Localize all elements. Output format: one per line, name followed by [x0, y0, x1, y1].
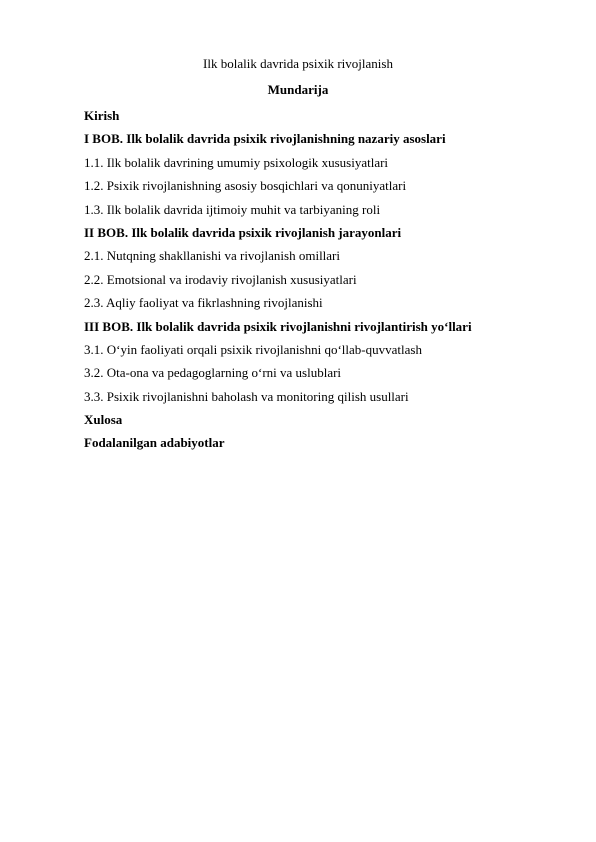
toc-item-section-1-1: 1.1. Ilk bolalik davrining umumiy psixologik xususiyatlari	[84, 154, 389, 170]
toc-heading: Mundarija	[267, 82, 329, 97]
toc-item-section-3-1: 3.1. O‘yin faoliyati orqali psixik rivojlanishni qo‘llab-quvvatlash	[84, 341, 422, 357]
toc-item-section-2-2: 2.2. Emotsional va irodaviy rivojlanish xususiyatlari	[84, 271, 357, 287]
toc-item-chapter-2: II BOB. Ilk bolalik davrida psixik rivojlanish jarayonlari	[84, 224, 402, 240]
table-of-contents	[84, 106, 574, 457]
toc-item-section-2-3: 2.3. Aqliy faoliyat va fikrlashning rivojlanishi	[84, 295, 323, 311]
toc-item-section-2-1: 2.1. Nutqning shakllanishi va rivojlanish omillari	[84, 248, 341, 264]
toc-item-section-3-2: 3.2. Ota-ona va pedagoglarning o‘rni va uslublari	[84, 365, 342, 381]
toc-item-section-3-3: 3.3. Psixik rivojlanishni baholash va monitoring qilish usullari	[84, 388, 409, 404]
document-title: Ilk bolalik davrida psixik rivojlanish	[203, 56, 393, 71]
toc-item-chapter-1: I BOB. Ilk bolalik davrida psixik rivojlanishning nazariy asoslari	[84, 131, 446, 147]
toc-item-section-1-3: 1.3. Ilk bolalik davrida ijtimoiy muhit va tarbiyaning roli	[84, 201, 381, 217]
toc-item-section-1-2: 1.2. Psixik rivojlanishning asosiy bosqichlari va qonuniyatlari	[84, 178, 407, 194]
toc-item-xulosa: Xulosa	[84, 412, 123, 428]
toc-item-kirish: Kirish	[84, 108, 120, 123]
toc-item-references: Fodalanilgan adabiyotlar	[84, 435, 225, 451]
toc-item-chapter-3: III BOB. Ilk bolalik davrida psixik rivojlanishni rivojlantirish yo‘llari	[84, 318, 472, 334]
